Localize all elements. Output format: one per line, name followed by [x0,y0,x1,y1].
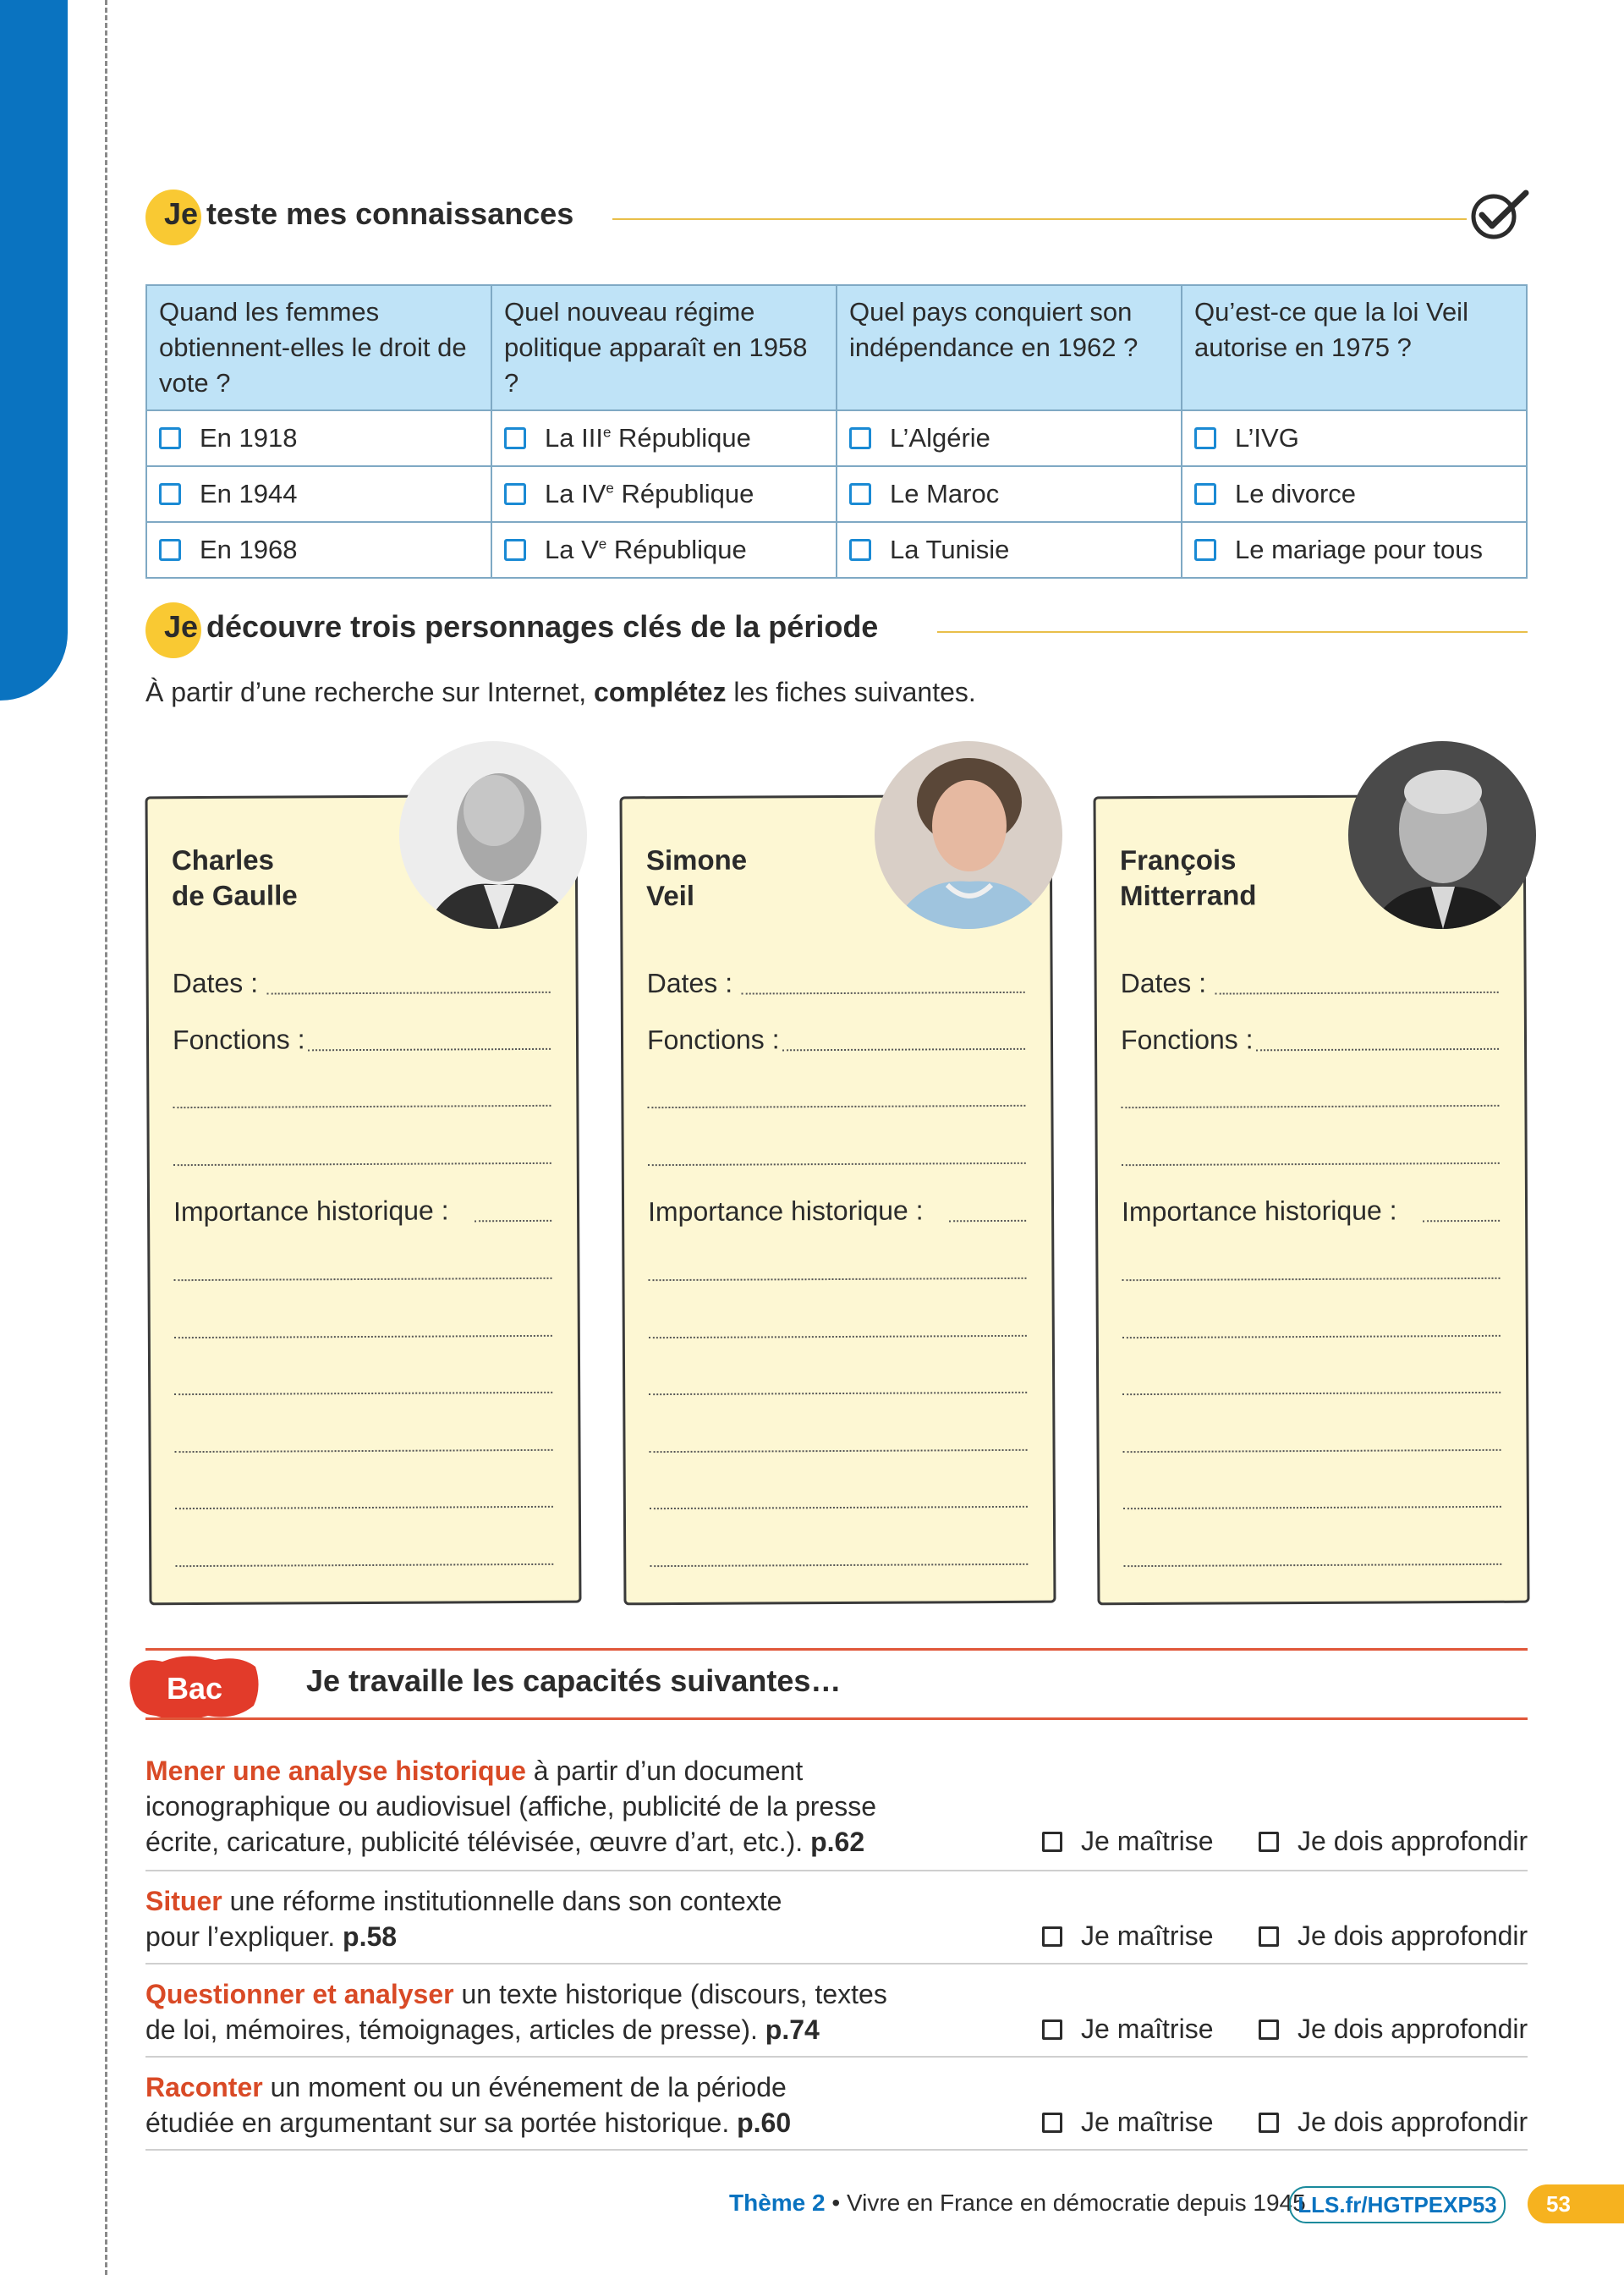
checkbox[interactable] [1194,427,1216,449]
answer-line[interactable] [175,1449,553,1453]
divider [145,2149,1528,2151]
checkbox[interactable] [849,427,871,449]
answer-line[interactable] [647,1105,1025,1108]
answer-line[interactable] [650,1563,1028,1567]
section-title: teste mes connaissances [206,196,574,231]
choice-maitrise[interactable]: Je maîtrise [1042,2014,1213,2045]
choice-approfondir[interactable]: Je dois approfondir [1259,2107,1528,2138]
fonctions-label: Fonctions : [646,1024,780,1056]
bac-badge [127,1650,262,1726]
dates-label: Dates : [172,967,259,999]
divider [145,2056,1528,2058]
checkbox[interactable] [1259,1832,1279,1852]
quiz-option[interactable]: En 1918 [159,423,479,453]
checkbox[interactable] [1194,539,1216,561]
importance-label: Importance historique : [647,1195,924,1228]
section-title: découvre trois personnages clés de la période [206,609,879,644]
skill-item: Mener une analyse historique à partir d’un document iconographique ou audiovisuel (affiche, publicité de la presse écrite, caricature, publicité télévisée, œuvre d’art, etc.). p.62 [145,1756,876,1857]
quiz-question: Qu’est-ce que la loi Veil autorise en 1975 ? [1182,285,1527,410]
answer-line[interactable] [1123,1563,1501,1567]
answer-line[interactable] [649,1335,1027,1338]
importance-label: Importance historique : [1121,1195,1397,1228]
checkbox[interactable] [1259,2019,1279,2040]
card-name: Simone Veil [645,844,748,912]
section-heading-personnages [145,597,878,657]
answer-line[interactable] [1122,1392,1501,1395]
je-badge: Je [145,196,198,232]
portrait-de-gaulle [399,741,587,929]
dates-answer-line[interactable] [267,992,551,995]
quiz-option[interactable]: La Ve République [504,535,824,565]
answer-line[interactable] [648,1278,1026,1281]
checkbox[interactable] [504,539,526,561]
quiz-option[interactable]: En 1968 [159,535,479,565]
divider [145,1870,1528,1871]
choice-maitrise[interactable]: Je maîtrise [1042,1921,1213,1952]
quiz-option[interactable]: En 1944 [159,479,479,509]
checkbox[interactable] [1042,1832,1062,1852]
quiz-question: Quel nouveau régime politique apparaît en 1958 ? [491,285,837,410]
checkbox[interactable] [1259,1926,1279,1947]
section-top-rule [145,1648,1528,1651]
skill-item: Situer une réforme institutionnelle dans son contexte pour l’expliquer. p.58 [145,1886,782,1952]
fonctions-label: Fonctions : [172,1024,305,1056]
section-heading-quiz [145,184,573,244]
footer-link[interactable]: LLS.fr/HGTPEXP53 [1289,2186,1506,2223]
dates-label: Dates : [646,967,733,999]
fonctions-label: Fonctions : [1120,1024,1254,1056]
footer-theme: Thème 2 • Vivre en France en démocratie depuis 1945 [729,2190,1306,2216]
choice-approfondir[interactable]: Je dois approfondir [1259,2014,1528,2045]
checkbox[interactable] [159,483,181,505]
page-number: 53 [1528,2184,1624,2223]
svg-text:Bac: Bac [166,1671,223,1706]
quiz-option-row [146,410,1527,466]
choice-maitrise[interactable]: Je maîtrise [1042,1826,1213,1857]
checkbox[interactable] [504,483,526,505]
quiz-option-row [146,522,1527,578]
importance-answer-line[interactable] [949,1220,1026,1222]
answer-line[interactable] [175,1563,553,1567]
heading-rule [612,218,1467,220]
answer-line[interactable] [648,1162,1026,1166]
quiz-option[interactable]: Le mariage pour tous [1194,535,1514,565]
checkbox[interactable] [1042,2019,1062,2040]
answer-line[interactable] [173,1105,551,1108]
choice-approfondir[interactable]: Je dois approfondir [1259,1921,1528,1952]
quiz-option[interactable]: L’Algérie [849,423,1169,453]
checkbox[interactable] [159,539,181,561]
dates-label: Dates : [1120,967,1207,999]
choice-maitrise[interactable]: Je maîtrise [1042,2107,1213,2138]
checkbox[interactable] [1042,1926,1062,1947]
quiz-header-row [146,285,1527,410]
bac-section-title: Je travaille les capacités suivantes… [306,1663,842,1698]
quiz-option[interactable]: La IVe République [504,479,824,509]
answer-line[interactable] [175,1506,553,1509]
checkbox[interactable] [1259,2113,1279,2133]
answer-line[interactable] [650,1506,1028,1509]
importance-answer-line[interactable] [1423,1220,1500,1222]
fonctions-answer-line[interactable] [308,1048,551,1052]
chapter-color-tab [0,0,68,701]
dates-answer-line[interactable] [1215,992,1499,995]
answer-line[interactable] [173,1278,551,1281]
quiz-option-row [146,466,1527,522]
card-name: François Mitterrand [1119,844,1257,912]
skill-item: Questionner et analyser un texte historique (discours, textes de loi, mémoires, témoignages, articles de presse). p.74 [145,1979,887,2045]
quiz-question: Quand les femmes obtiennent-elles le droit de vote ? [146,285,491,410]
answer-line[interactable] [174,1335,552,1338]
answer-line[interactable] [1121,1105,1499,1108]
answer-line[interactable] [649,1392,1027,1395]
heading-rule [937,631,1528,633]
importance-answer-line[interactable] [475,1220,551,1222]
checkbox[interactable] [849,483,871,505]
quiz-option[interactable]: La IIIe République [504,423,824,453]
checkbox[interactable] [159,427,181,449]
checkbox[interactable] [1042,2113,1062,2133]
instruction-text: À partir d’une recherche sur Internet, complétez les fiches suivantes. [145,677,976,707]
checkbox[interactable] [1194,483,1216,505]
card-name: Charles de Gaulle [171,844,298,912]
checkbox[interactable] [849,539,871,561]
fonctions-answer-line[interactable] [782,1048,1025,1052]
answer-line[interactable] [1122,1162,1500,1166]
divider [145,1963,1528,1965]
answer-line[interactable] [173,1162,551,1166]
fonctions-answer-line[interactable] [1256,1048,1499,1052]
answer-line[interactable] [1123,1506,1501,1509]
cut-line-divider [105,0,107,2275]
checkbox[interactable] [504,427,526,449]
checkmark-circle-icon [1465,186,1529,242]
importance-label: Importance historique : [173,1195,449,1228]
answer-line[interactable] [650,1449,1028,1453]
skill-item: Raconter un moment ou un événement de la période étudiée en argumentant sur sa portée historique. p.60 [145,2072,792,2138]
answer-line[interactable] [174,1392,552,1395]
je-badge: Je [145,609,198,645]
answer-line[interactable] [1123,1449,1501,1453]
quiz-option[interactable]: Le Maroc [849,479,1169,509]
quiz-table [145,284,1528,579]
answer-line[interactable] [1122,1335,1501,1338]
answer-line[interactable] [1122,1278,1500,1281]
portrait-mitterrand [1348,741,1536,929]
quiz-option[interactable]: L’IVG [1194,423,1514,453]
portrait-veil [875,741,1062,929]
section-bottom-rule [145,1717,1528,1720]
quiz-question: Quel pays conquiert son indépendance en 1962 ? [837,285,1182,410]
dates-answer-line[interactable] [742,992,1025,995]
quiz-option[interactable]: La Tunisie [849,535,1169,565]
choice-approfondir[interactable]: Je dois approfondir [1259,1826,1528,1857]
quiz-option[interactable]: Le divorce [1194,479,1514,509]
